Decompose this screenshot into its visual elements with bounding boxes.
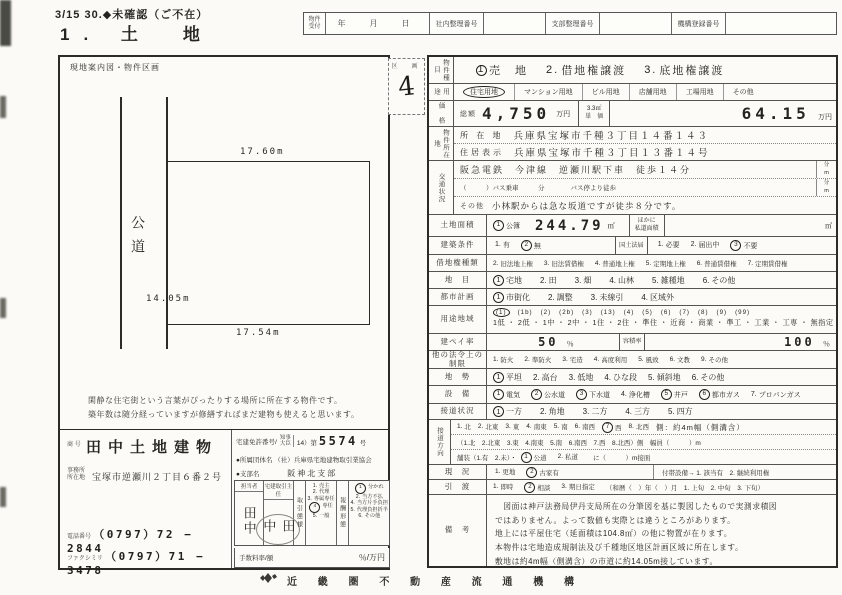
price-label: 価 格 bbox=[429, 101, 454, 126]
registration-header-strip bbox=[303, 12, 837, 35]
residence-address-label: 住居表示 bbox=[460, 147, 504, 157]
land-area-content bbox=[487, 215, 836, 236]
governor-label: 知事 bbox=[279, 434, 291, 441]
row-road-paving bbox=[451, 450, 836, 464]
group-transit bbox=[429, 161, 836, 215]
current-state-label: 現 況 bbox=[429, 465, 487, 479]
internal-number-label: 社内整理番号 bbox=[430, 13, 484, 34]
leasehold-type-label: 借地権種類 bbox=[429, 255, 487, 271]
zoning-content bbox=[487, 306, 836, 333]
fee-form-label-cell bbox=[337, 481, 349, 545]
unit-price-value-wrap bbox=[610, 104, 836, 123]
transit-unit-cell bbox=[816, 161, 836, 178]
license-row bbox=[236, 434, 366, 448]
row-price bbox=[429, 101, 836, 127]
office-address: 宝塚市逆瀬川２丁目６番２号 bbox=[92, 472, 223, 482]
branch-label: ●支部名 bbox=[236, 471, 260, 478]
license-digits: 5574 bbox=[318, 434, 358, 448]
building-condition-options: 1. 有 2 無 bbox=[495, 241, 541, 250]
land-plot-outline bbox=[167, 161, 370, 325]
agent-left-column bbox=[60, 430, 232, 577]
private-road-unit: ㎡ bbox=[825, 222, 832, 230]
transit-bus-template: （ ）バス乗車 分 バス停より徒歩 bbox=[460, 185, 616, 192]
agent-right-column bbox=[232, 430, 388, 568]
row-land-area bbox=[429, 215, 836, 237]
zoning-codes: (1) (1b) (2) (2b) (3) (13) (4) (5) (6) (7) (8) (9) (99) bbox=[493, 308, 830, 317]
office-label-1: 事務所 bbox=[67, 468, 86, 474]
row-transit-other bbox=[454, 197, 836, 214]
company-name: 田中土地建物 bbox=[86, 439, 219, 456]
staff-label: 担当者 bbox=[235, 481, 263, 492]
private-road-labelbox bbox=[629, 215, 665, 236]
org-number-label: 機構登録番号 bbox=[672, 13, 726, 34]
receipt-box bbox=[304, 13, 326, 34]
phone-number: （0797）72 − 2844 bbox=[67, 528, 194, 555]
map-comment-line: 築年数は随分経っていますが修繕すればまだ建物も使えると思います。 bbox=[88, 410, 360, 419]
private-road-label-1: ほかに bbox=[637, 218, 656, 225]
land-area-label: 土地面積 bbox=[429, 215, 487, 236]
current-state-extra: 付帯設備→ 1. 該当有 2. 継続利用権 bbox=[653, 465, 769, 479]
legal-restrictions-options: 1. 防火 2. 準防火 3. 宅造 4. 高度利用 5. 風致 6. 文教 9. その他 bbox=[493, 356, 728, 364]
row-land-category bbox=[429, 272, 836, 289]
unit-minutes: 分 bbox=[823, 162, 830, 169]
land-area-unit: ㎡ bbox=[607, 222, 615, 230]
city-planning-label: 都市計画 bbox=[429, 289, 487, 305]
leasehold-type-options: 2. 旧法地上権 3. 旧法賃借権 4. 普通地上権 5. 定期地上権 6. 普通賃借権 7. 定期賃借権 bbox=[493, 259, 788, 268]
branch-number-label: 支部整理番号 bbox=[546, 13, 600, 34]
transit-rail-value: 阪急電鉄 今津線 逆瀬川駅下車 徒歩１４分 bbox=[460, 165, 692, 175]
dimension-bottom: 17.54m bbox=[236, 328, 281, 338]
remarks-line: 本物件は宅地造成規制法及び千種地区地区計画区域に所在します。 bbox=[495, 542, 744, 552]
office-label-2: 所在地 bbox=[67, 475, 86, 482]
org-number-blank bbox=[726, 13, 836, 34]
remarks-line: ではありません。よって数値も実際とは違うところがあります。 bbox=[495, 515, 736, 525]
registered-area-option: 1 公簿 bbox=[493, 220, 531, 231]
coverage-value-wrap bbox=[487, 335, 619, 349]
property-kind-options: 1 売 地 2. 借地権譲渡 3. 底地権譲渡 bbox=[477, 63, 725, 77]
floor-ratio-value: 100 bbox=[784, 335, 815, 349]
land-law-label: 国土法届 bbox=[615, 237, 648, 254]
chief-name-stamp: 田中 bbox=[256, 514, 300, 545]
total-price-label: 総額 bbox=[460, 110, 476, 118]
coverage-value: 50 bbox=[538, 335, 559, 349]
fee-form-options: 1 分かれ 2. 当方不払 4. 当方片手負担 5. 代理負担折半 6. その他 bbox=[350, 484, 388, 520]
zoning-label: 用途地域 bbox=[429, 306, 487, 333]
remarks-line: 図面は神戸法務局伊丹支局所在の分筆図を基に製図したもので実測求積図 bbox=[495, 502, 778, 511]
lot-label: 区 画 bbox=[391, 64, 422, 70]
row-handover bbox=[429, 480, 836, 495]
handover-extra: （和暦（ ）年（ ）月 1. 上旬 2. 中旬 3. 下旬） bbox=[605, 484, 765, 492]
page-title: 1. 土 地 bbox=[60, 25, 214, 44]
company-name-label: 商 号 bbox=[67, 442, 81, 448]
row-road-direction-2 bbox=[451, 435, 836, 450]
road-contact-options: 1 一方 2. 角地 3. 二方 4. 三方 5. 四方 bbox=[487, 404, 836, 419]
land-area-value: 244.79 bbox=[535, 217, 604, 234]
scan-artifact bbox=[0, 96, 6, 118]
land-category-label: 地 目 bbox=[429, 272, 487, 288]
paving-suffix: に（ ）m接面 bbox=[593, 454, 651, 462]
row-topography bbox=[429, 369, 836, 386]
internal-number-blank bbox=[484, 13, 546, 34]
scan-artifact bbox=[0, 487, 6, 507]
floor-ratio-unit: ％ bbox=[823, 341, 830, 348]
remarks-label: 備 考 bbox=[429, 495, 487, 566]
dimension-left: 14.05m bbox=[146, 294, 191, 304]
map-comment-line: 閑静な住宅街という言葉がぴったりする場所に所在する物件です。 bbox=[88, 396, 343, 405]
row-leasehold-type bbox=[429, 255, 836, 272]
current-state-options: 1. 更地 2 古家有 bbox=[495, 468, 559, 477]
staff-transaction-grid bbox=[234, 480, 390, 546]
usage-options: 住宅用地 マンション用地 ビル用地 店舗用地 工場用地 その他 bbox=[454, 84, 836, 100]
remarks-content bbox=[487, 495, 836, 566]
unit-price-label-2: 単 価 bbox=[585, 113, 604, 120]
chief-label: 宅建取引主任 bbox=[264, 481, 292, 500]
road-direction-label: 接道方向 bbox=[429, 420, 451, 464]
footer bbox=[0, 571, 842, 590]
agent-info-block bbox=[60, 429, 388, 577]
handwritten-status-note: 3/15 30.◆未確認（ご不在） bbox=[55, 9, 209, 21]
unit-price-labelbox bbox=[578, 101, 610, 126]
association-label: ●所属団体名 bbox=[236, 457, 273, 464]
unit-price-value: 64.15 bbox=[741, 104, 810, 123]
fee-form-label: 報酬形態 bbox=[338, 497, 345, 529]
topography-label: 地 勢 bbox=[429, 369, 487, 385]
site-map-panel bbox=[58, 55, 390, 577]
license-label: 宅建免許番号/ bbox=[236, 438, 277, 446]
row-property-kind bbox=[429, 57, 836, 84]
footer-organization: 近 畿 圏 不 動 産 流 通 機 構 bbox=[286, 577, 583, 588]
row-zoning bbox=[429, 306, 836, 334]
land-law-options: 1. 必要 2. 届出中 3 不要 bbox=[657, 241, 758, 250]
row-current-state bbox=[429, 465, 836, 480]
legal-restrictions-label: 他の法令上の制限 bbox=[429, 351, 487, 368]
public-road-label: 公道 bbox=[130, 215, 146, 263]
row-road-contact bbox=[429, 404, 836, 420]
coverage-unit: ％ bbox=[566, 341, 574, 348]
unit-price-label-1: 3.3㎡ bbox=[587, 106, 602, 113]
scan-artifact bbox=[0, 298, 6, 318]
row-remarks bbox=[429, 495, 836, 566]
road-width-note: 側：約4m幅（側溝含） bbox=[655, 422, 745, 432]
receipt-label-1: 物件 bbox=[308, 16, 321, 23]
association-name: （社）兵庫県宅地建物取引業協会 bbox=[274, 457, 372, 464]
utilities-options: 1 電気 2 公水道 3 下水道 4. 浄化槽 5 井戸 6 都市ガス 7. プロパンガス bbox=[487, 386, 836, 403]
building-condition-label: 建築条件 bbox=[429, 237, 487, 254]
road-type-options: 1 公道 2. 私道 bbox=[521, 452, 589, 463]
row-transit-bus bbox=[454, 179, 836, 197]
price-content bbox=[454, 101, 836, 126]
fax-number: （0797）71 − 3478 bbox=[67, 550, 206, 577]
row-road-direction-1 bbox=[451, 420, 836, 435]
floor-ratio-label: 容積率 bbox=[619, 334, 646, 350]
receipt-date-cell: 年 月 日 bbox=[326, 13, 430, 34]
receipt-label-2: 受付 bbox=[308, 23, 321, 30]
row-legal-restrictions bbox=[429, 351, 836, 369]
lot-number-box bbox=[388, 58, 425, 115]
group-road-direction bbox=[429, 420, 836, 465]
floor-ratio-wrap bbox=[645, 335, 830, 349]
commission-label: 手数料率/額 bbox=[239, 555, 274, 562]
residence-address-value: 兵庫県宝塚市千種３丁目１３番１４号 bbox=[514, 148, 710, 159]
commission-row bbox=[234, 548, 390, 568]
road-direction-template: （1.北 2.北東 3.東 4.南東 5.南 6.南西 7.西 8.北西）側 幅員（ ）m bbox=[457, 439, 701, 447]
chief-cell bbox=[261, 481, 296, 545]
branch-row bbox=[236, 468, 337, 479]
association-row bbox=[236, 455, 372, 464]
row-coverage-ratio bbox=[429, 334, 836, 351]
unit-meters: m bbox=[824, 169, 829, 176]
row-building-condition bbox=[429, 237, 836, 255]
branch-name: 阪神北支部 bbox=[287, 469, 338, 478]
scan-artifact bbox=[0, 0, 11, 46]
building-condition-content bbox=[487, 237, 836, 254]
transaction-type-label: 取引態様 bbox=[295, 497, 302, 529]
commission-unit: ％/万円 bbox=[358, 553, 385, 562]
road-contact-label: 接道状況 bbox=[429, 404, 487, 419]
road-line bbox=[120, 97, 122, 349]
usage-label: 用 途 bbox=[429, 84, 454, 100]
row-residence-address bbox=[454, 144, 836, 160]
remarks-line: 地上には平屋住宅（延面積は104.8㎡）の他に物置が在ります。 bbox=[495, 529, 733, 539]
transit-label: 交通状況 bbox=[429, 161, 454, 214]
license-prefix: 14）第 bbox=[296, 440, 318, 447]
private-road-label-2: 私道面積 bbox=[634, 225, 659, 232]
phone-label: 電話番号 bbox=[67, 534, 92, 540]
office-address-label bbox=[67, 468, 85, 482]
unit-minutes: 分 bbox=[823, 180, 830, 187]
transaction-type-options: 1. 売主 2. 代理 3. 専属専任 4 専任 5. 一般 bbox=[306, 481, 337, 545]
map-panel-title: 現地案内図・物件区画 bbox=[70, 63, 160, 72]
location-label: 物件所在地 bbox=[429, 127, 454, 160]
coverage-ratio-label: 建ペイ率 bbox=[429, 334, 487, 350]
remarks-line: 敷地は約4m幅（側溝含）の市道に約14.05m接しています。 bbox=[495, 556, 718, 566]
coverage-ratio-content bbox=[487, 334, 836, 350]
transaction-type-label-cell bbox=[294, 481, 306, 545]
land-category-options: 1 宅地 2. 田 3. 畑 4. 山林 5. 雑種地 6. その他 bbox=[487, 272, 836, 288]
branch-number-blank bbox=[600, 13, 672, 34]
transit-other-label: その他 bbox=[460, 202, 484, 210]
utilities-label: 設 備 bbox=[429, 386, 487, 403]
road-direction-options: 1. 北 2. 北東 3. 東 4. 南東 5. 南 6. 南西 7 西 8. 北西 bbox=[457, 423, 649, 432]
transit-unit-cell bbox=[816, 179, 836, 196]
property-kind-label: 物件種目 bbox=[429, 57, 454, 83]
minister-label: 大臣 bbox=[279, 441, 291, 447]
topography-options: 1 平坦 2. 高台 3. 低地 4. ひな段 5. 傾斜地 6. その他 bbox=[487, 369, 836, 385]
lot-number-handwritten: 4 bbox=[396, 71, 417, 103]
total-price-value: 4,750 bbox=[482, 104, 551, 123]
lot-address-label: 所 在 地 bbox=[460, 130, 504, 140]
lot-address-value: 兵庫県宝塚市千種３丁目１４番１４３ bbox=[513, 131, 709, 142]
dimension-top: 17.60m bbox=[240, 147, 285, 157]
transit-other-value: 小林駅からは急な坂道ですが徒歩８分です。 bbox=[492, 200, 682, 211]
row-lot-address bbox=[454, 127, 836, 144]
fax-label: ファクシミリ bbox=[67, 556, 103, 562]
row-utilities bbox=[429, 386, 836, 404]
property-detail-form bbox=[427, 55, 838, 568]
row-usage bbox=[429, 84, 836, 104]
city-planning-options: 1 市街化 2. 調整 3. 未線引 4. 区域外 bbox=[487, 289, 836, 305]
handover-label: 引 渡 bbox=[429, 480, 487, 494]
unit-price-unit: 万円 bbox=[818, 114, 832, 121]
staff-name: 田中 bbox=[241, 506, 257, 536]
governor-minister-label bbox=[280, 435, 294, 447]
paving-prefix: 舗装（1.有 2.未）・ bbox=[457, 454, 517, 462]
zoning-names: 1低 ・ 2低 ・ 1中 ・ 2中 ・ 1住 ・ 2住 ・ 準住 ・ 近商 ・ 商業 ・ 準工 ・ 工業 ・ 工専 ・ 無指定 bbox=[493, 318, 834, 327]
row-transit-rail bbox=[454, 161, 836, 179]
group-location bbox=[429, 127, 836, 161]
total-price-unit: 万円 bbox=[556, 110, 571, 118]
kinki-reins-logo bbox=[259, 571, 279, 590]
license-suffix: 号 bbox=[359, 440, 367, 447]
row-city-planning bbox=[429, 289, 836, 306]
handover-options: 1. 即時 2 相談 3. 期日指定 bbox=[493, 483, 595, 492]
unit-meters: m bbox=[824, 187, 829, 194]
license-number bbox=[297, 434, 366, 448]
